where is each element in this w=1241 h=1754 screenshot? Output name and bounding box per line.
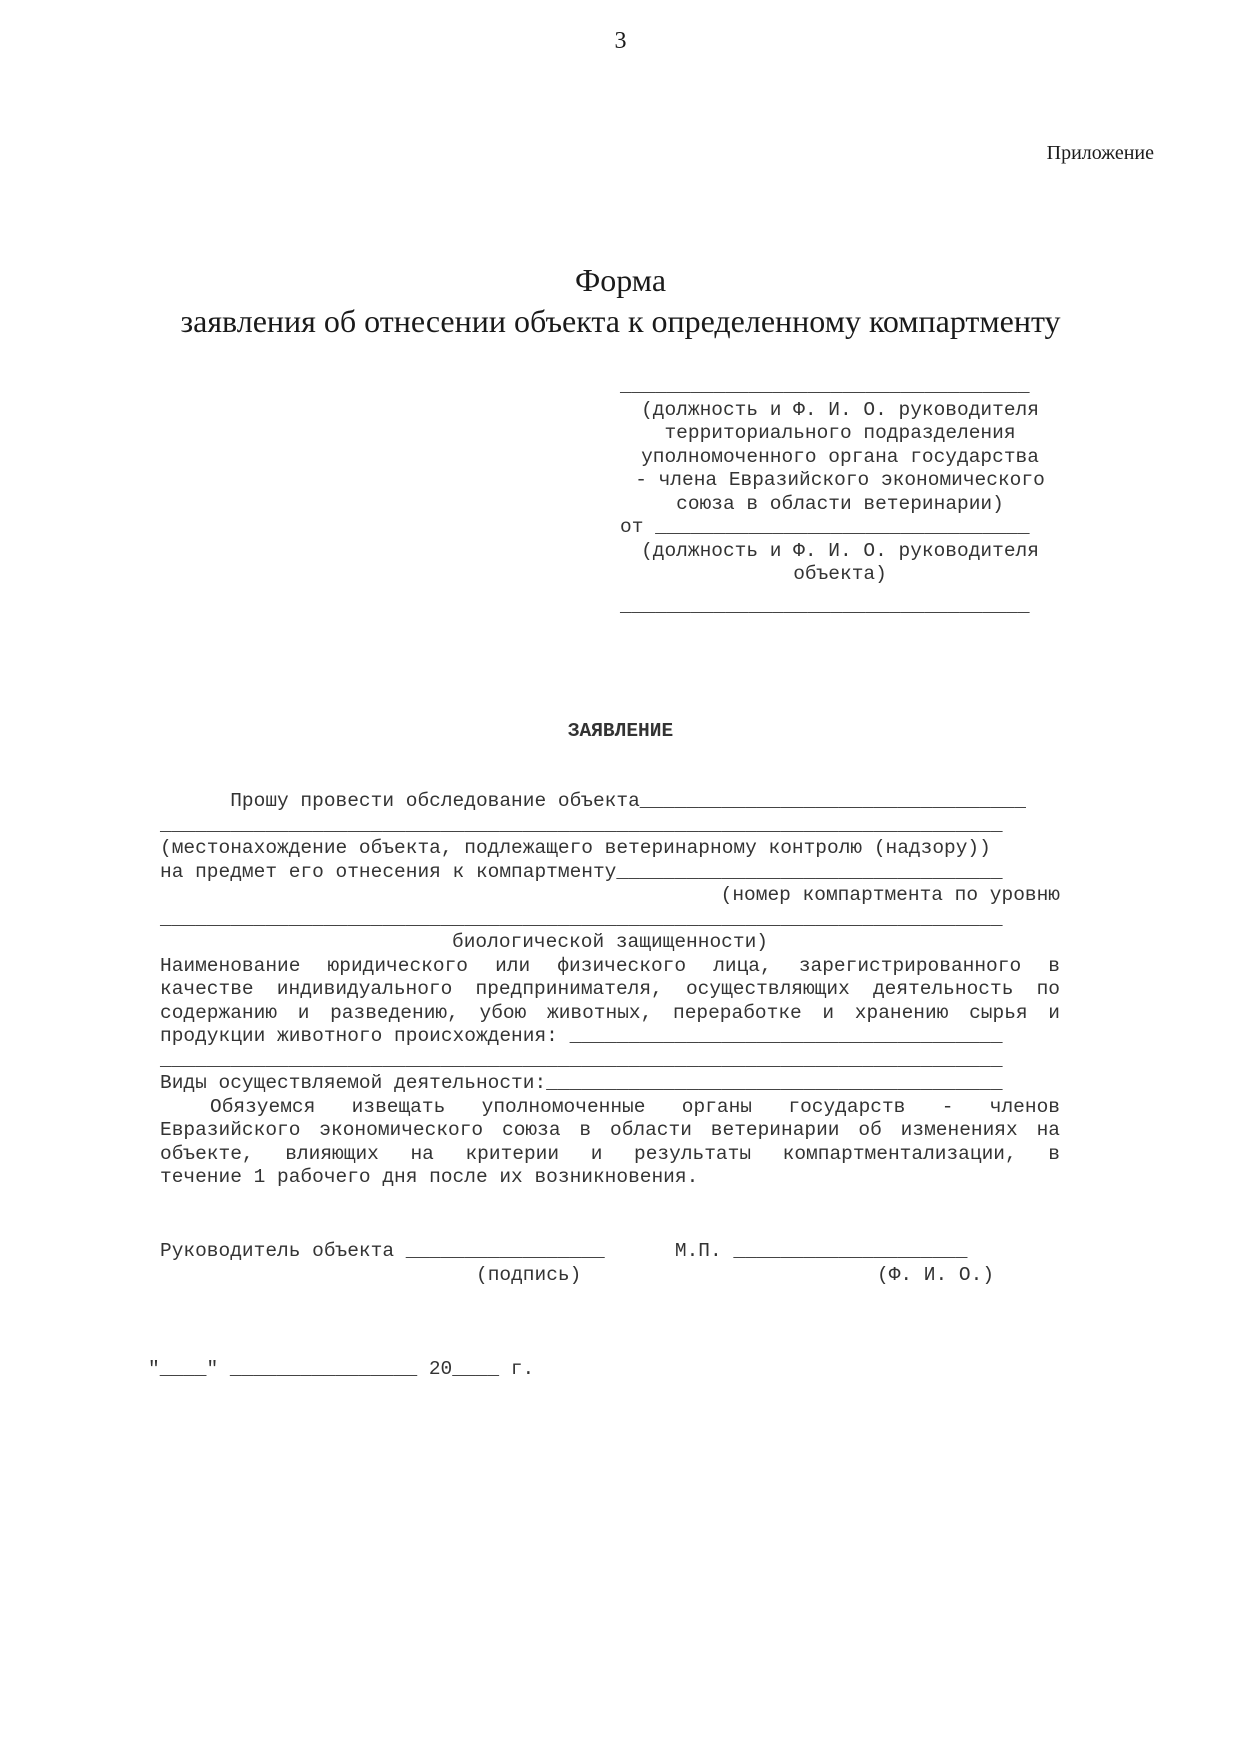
body-line: ________________________________________________________________________ — [160, 813, 1003, 836]
date-line: "____" ________________ 20____ г. — [148, 1358, 535, 1380]
body-line: Обязуемся извещать уполномоченные органы государств - членов — [210, 1095, 1060, 1118]
addressee-caption: (должность и Ф. И. О. руководителя — [641, 398, 1039, 421]
body-line: Прошу провести обследование объекта_________________________________ — [160, 790, 1026, 812]
sender-blank-line: ___________________________________ — [620, 594, 1030, 617]
signature-line: Руководитель объекта _________________ М.П. ____________________ — [160, 1240, 968, 1262]
body-line: продукции животного происхождения: _____________________________________ — [160, 1025, 1003, 1047]
body-line: Наименование юридического или физического лица, зарегистрированного в — [160, 954, 1060, 977]
sender-caption: (должность и Ф. И. О. руководителя — [641, 539, 1039, 562]
body-line: объекте, влияющих на критерии и результаты компартментализации, в — [160, 1142, 1060, 1165]
name-caption: (Ф. И. О.) — [877, 1264, 995, 1286]
page-number: 3 — [614, 28, 627, 54]
body-line: Виды осуществляемой деятельности:_______________________________________ — [160, 1072, 1003, 1094]
addressee-blank-line: ___________________________________ — [620, 375, 1030, 397]
addressee-block — [620, 375, 1060, 618]
form-subtitle: заявления об отнесении объекта к определенному компартменту — [180, 303, 1061, 339]
body-line: ________________________________________________________________________ — [160, 1048, 1003, 1071]
addressee-caption: уполномоченного органа государства — [641, 445, 1039, 468]
statement-body — [160, 790, 1060, 1190]
body-line: (местонахождение объекта, подлежащего ветеринарному контролю (надзору)) — [160, 837, 991, 859]
form-title: Форма — [574, 262, 667, 298]
body-line: содержанию и разведению, убою животных, переработке и хранению сырья и — [160, 1001, 1060, 1024]
body-line: биологической защищенности) — [452, 931, 768, 953]
sender-caption: объекта) — [793, 563, 887, 585]
body-line: (номер компартмента по уровню — [720, 884, 1060, 906]
body-line: на предмет его отнесения к компартменту_________________________________ — [160, 860, 1003, 883]
statement-heading: ЗАЯВЛЕНИЕ — [567, 720, 674, 742]
signature-caption: (подпись) — [476, 1264, 582, 1286]
addressee-caption: - члена Евразийского экономического — [635, 469, 1045, 491]
body-line: Евразийского экономического союза в области ветеринарии об изменениях на — [160, 1119, 1060, 1141]
body-line: ________________________________________________________________________ — [160, 907, 1003, 930]
sender-line: от ________________________________ — [620, 516, 1030, 538]
body-line: качестве индивидуального предпринимателя, осуществляющих деятельность по — [160, 978, 1060, 1000]
body-line: течение 1 рабочего дня после их возникновения. — [160, 1166, 699, 1188]
addressee-caption: союза в области ветеринарии) — [676, 492, 1004, 515]
addressee-caption: территориального подразделения — [664, 422, 1016, 444]
appendix-label: Приложение — [1046, 142, 1154, 164]
